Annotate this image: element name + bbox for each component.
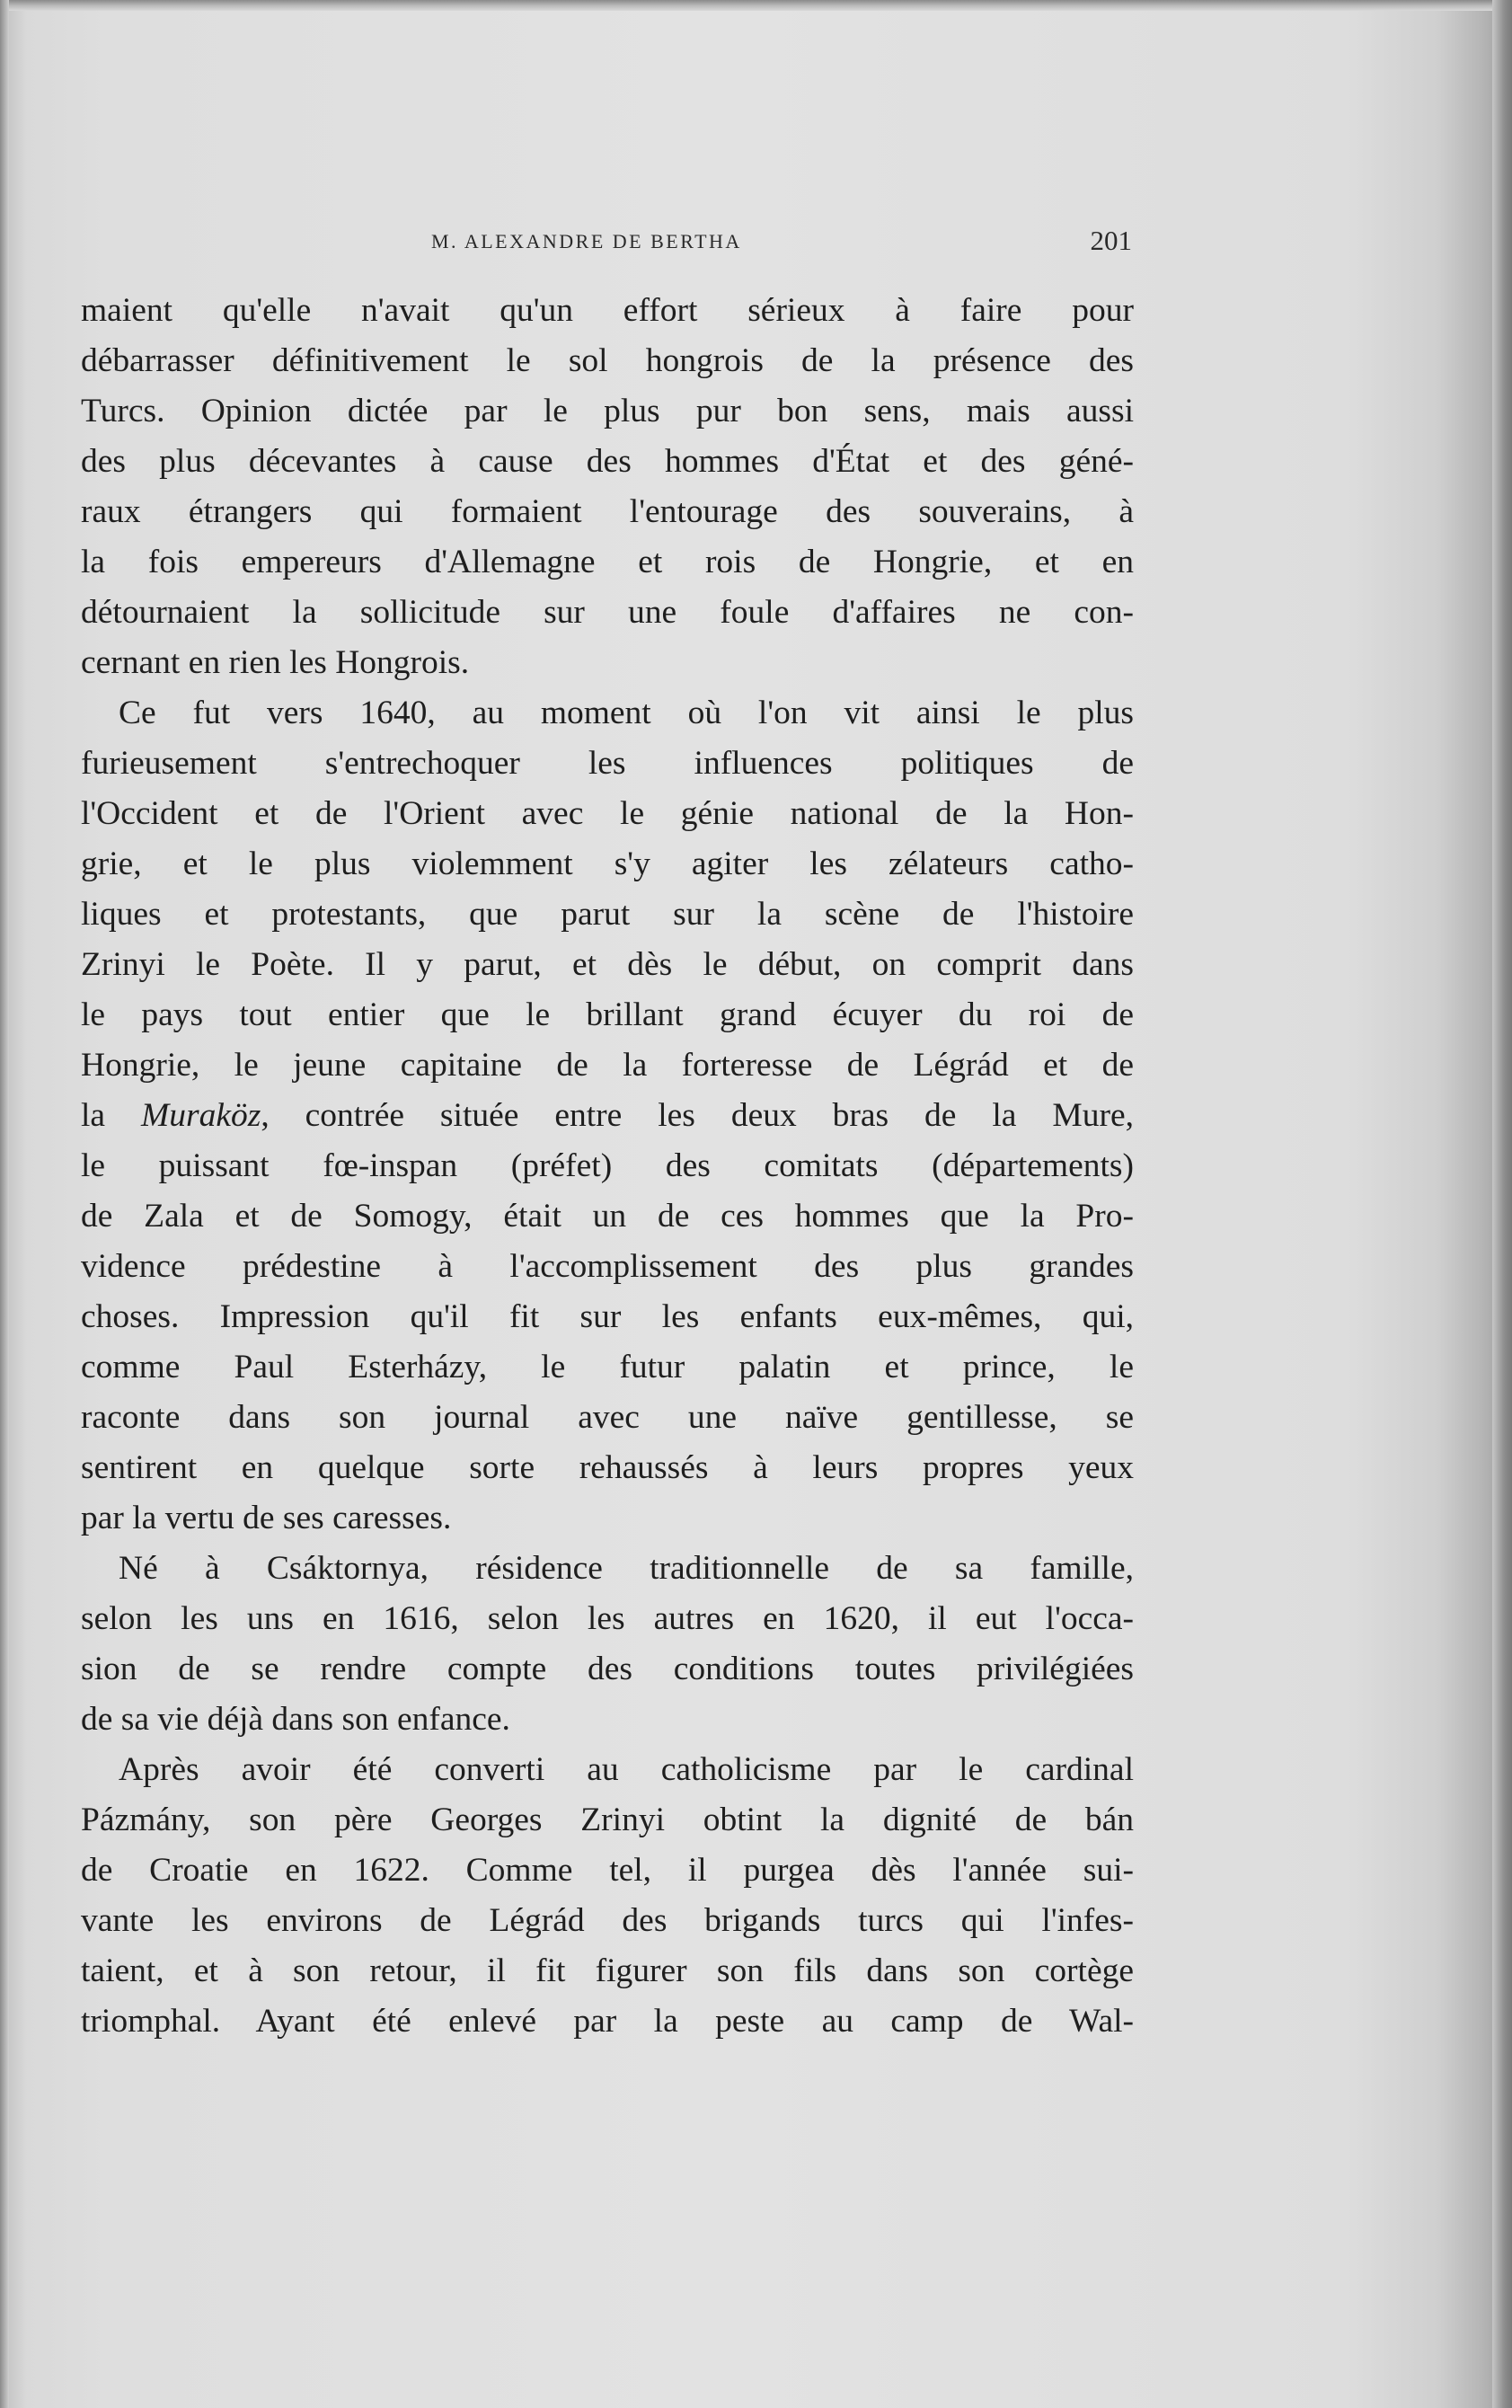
text-line-content: l'Occident et de l'Orient avec le génie national de la Hon- bbox=[81, 795, 1134, 832]
text-line-content: raux étrangers qui formaient l'entourage des souverains, à bbox=[81, 493, 1134, 530]
text-line-content: vidence prédestine à l'accomplissement des plus grandes bbox=[81, 1248, 1134, 1285]
text-line-content: taient, et à son retour, il fit figurer son fils dans son cortège bbox=[81, 1952, 1134, 1989]
text-line-content: Turcs. Opinion dictée par le plus pur bon sens, mais aussi bbox=[81, 393, 1134, 429]
text-line bbox=[81, 739, 1134, 789]
text-line bbox=[81, 1393, 1134, 1443]
text-line-content: détournaient la sollicitude sur une foule d'affaires ne con- bbox=[81, 594, 1134, 631]
text-line bbox=[81, 1594, 1134, 1644]
page-header bbox=[81, 225, 1132, 261]
text-line bbox=[81, 1745, 1134, 1795]
text-line-content: de Zala et de Somogy, était un de ces hommes que la Pro- bbox=[81, 1198, 1134, 1235]
text-line-content: Ce fut vers 1640, au moment où l'on vit ainsi le plus bbox=[119, 695, 1134, 731]
text-line bbox=[81, 1191, 1134, 1242]
text-line-content: comme Paul Esterházy, le futur palatin et prince, le bbox=[81, 1349, 1134, 1385]
running-head: M. ALEXANDRE DE BERTHA bbox=[431, 230, 742, 252]
text-line bbox=[81, 890, 1134, 940]
text-line bbox=[81, 1091, 1134, 1141]
text-line bbox=[81, 1996, 1134, 2047]
text-line bbox=[81, 1443, 1134, 1493]
text-line-content: par la vertu de ses caresses. bbox=[81, 1500, 452, 1536]
text-line bbox=[81, 1040, 1134, 1091]
text-line-content: la fois empereurs d'Allemagne et rois de Hongrie, et en bbox=[81, 544, 1134, 580]
page-left-edge bbox=[0, 0, 9, 2408]
text-line bbox=[81, 487, 1134, 537]
text-line-content: sentirent en quelque sorte rehaussés à leurs propres yeux bbox=[81, 1449, 1134, 1486]
text-line-content: maient qu'elle n'avait qu'un effort sérieux à faire pour bbox=[81, 292, 1134, 329]
text-line-content: liques et protestants, que parut sur la scène de l'histoire bbox=[81, 896, 1134, 933]
text-line-content: Après avoir été converti au catholicisme par le cardinal bbox=[119, 1751, 1134, 1788]
text-line bbox=[81, 1695, 1134, 1745]
text-line bbox=[81, 336, 1134, 386]
text-line-content: la bbox=[81, 1097, 142, 1134]
text-line bbox=[81, 789, 1134, 839]
text-line-content: le puissant fœ-inspan (préfet) des comitats (départements) bbox=[81, 1147, 1134, 1184]
text-line bbox=[81, 1846, 1134, 1896]
page-top-edge bbox=[0, 0, 1512, 11]
text-line-content: furieusement s'entrechoquer les influences politiques de bbox=[81, 745, 1134, 782]
text-line bbox=[81, 1644, 1134, 1695]
text-line-content: de sa vie déjà dans son enfance. bbox=[81, 1701, 510, 1738]
text-line-content: Pázmány, son père Georges Zrinyi obtint la dignité de bán bbox=[81, 1802, 1134, 1838]
text-line bbox=[81, 1292, 1134, 1342]
text-line-content: Hongrie, le jeune capitaine de la forteresse de Légrád et de bbox=[81, 1047, 1134, 1084]
text-line-continuation: , contrée située entre les deux bras de la Mure, bbox=[261, 1097, 1134, 1134]
text-line bbox=[81, 437, 1134, 487]
text-line bbox=[81, 839, 1134, 890]
text-line-content: cernant en rien les Hongrois. bbox=[81, 644, 470, 681]
text-line-content: débarrasser définitivement le sol hongrois de la présence des bbox=[81, 342, 1134, 379]
text-line bbox=[81, 638, 1134, 688]
text-line bbox=[81, 1946, 1134, 1996]
text-line bbox=[81, 990, 1134, 1040]
page-right-edge bbox=[1492, 0, 1512, 2408]
text-line-content: grie, et le plus violemment s'y agiter les zélateurs catho- bbox=[81, 845, 1134, 882]
text-line bbox=[81, 1896, 1134, 1946]
text-line bbox=[81, 588, 1134, 638]
italic-place-name: Muraköz bbox=[141, 1097, 261, 1134]
text-line-content: selon les uns en 1616, selon les autres en 1620, il eut l'occa- bbox=[81, 1600, 1134, 1637]
text-line-content: Zrinyi le Poète. Il y parut, et dès le début, on comprit dans bbox=[81, 946, 1134, 983]
text-line bbox=[81, 1544, 1134, 1594]
page-number: 201 bbox=[1090, 225, 1132, 256]
text-line bbox=[81, 386, 1134, 437]
text-line-content: choses. Impression qu'il fit sur les enfants eux-mêmes, qui, bbox=[81, 1298, 1134, 1335]
text-line bbox=[81, 1795, 1134, 1846]
text-line-content: le pays tout entier que le brillant grand écuyer du roi de bbox=[81, 996, 1134, 1033]
text-line-content: des plus décevantes à cause des hommes d'État et des géné- bbox=[81, 443, 1134, 480]
text-line-content: raconte dans son journal avec une naïve gentillesse, se bbox=[81, 1399, 1134, 1436]
text-line bbox=[81, 286, 1134, 336]
text-line bbox=[81, 1342, 1134, 1393]
text-line-content: Né à Csáktornya, résidence traditionnelle de sa famille, bbox=[119, 1550, 1134, 1587]
text-line-content: de Croatie en 1622. Comme tel, il purgea dès l'année sui- bbox=[81, 1852, 1134, 1889]
text-line bbox=[81, 940, 1134, 990]
text-line bbox=[81, 537, 1134, 588]
text-line-content: sion de se rendre compte des conditions toutes privilégiées bbox=[81, 1651, 1134, 1687]
body-text bbox=[81, 286, 1134, 2047]
text-line-content: triomphal. Ayant été enlevé par la peste au camp de Wal- bbox=[81, 2003, 1134, 2040]
text-line bbox=[81, 1242, 1134, 1292]
text-line bbox=[81, 1493, 1134, 1544]
text-line bbox=[81, 1141, 1134, 1191]
text-line-content: vante les environs de Légrád des brigands turcs qui l'infes- bbox=[81, 1902, 1134, 1939]
text-line bbox=[81, 688, 1134, 739]
